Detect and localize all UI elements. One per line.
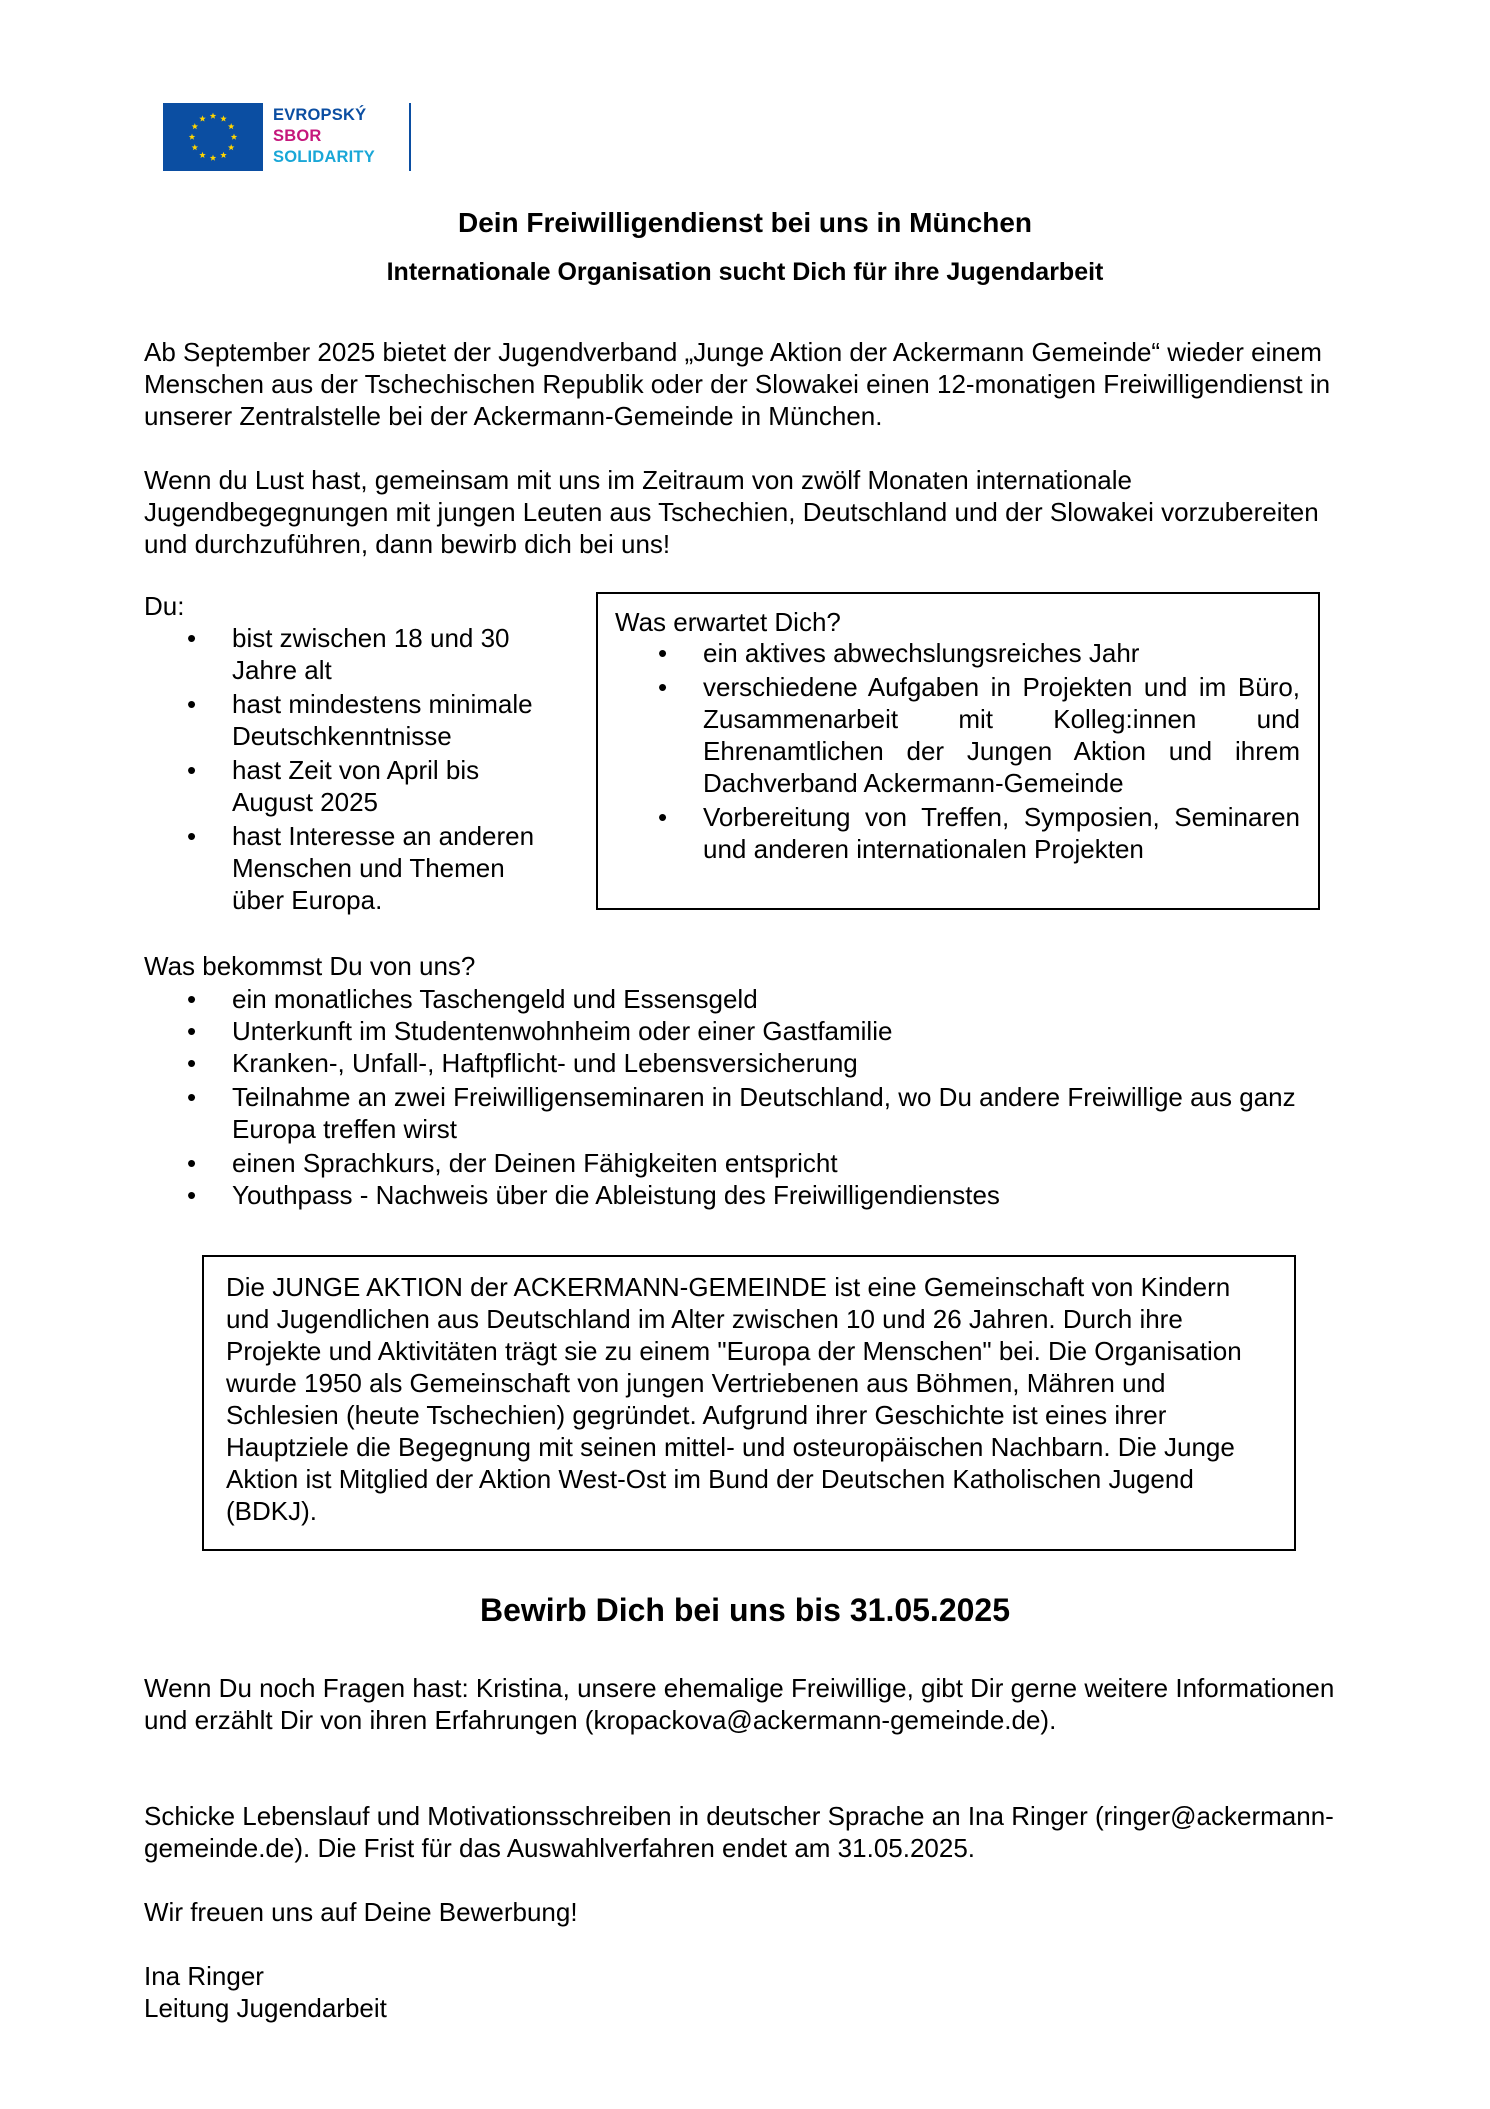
questions-paragraph: Wenn Du noch Fragen hast: Kristina, unsere ehemalige Freiwillige, gibt Dir gerne weitere Informationen und erzählt Dir von ihren Erfahrungen (kropackova@ackermann-gemeinde.de). [144,1673,1335,1735]
about-text: Die JUNGE AKTION der ACKERMANN-GEMEINDE ist eine Gemeinschaft von Kindern und Jugendlichen aus Deutschland im Alter zwischen 10 und 26 Jahren. Durch ihre Projekte und Aktivitäten trägt sie zu einem "Europa der Menschen" bei. Die Organisation wurde 1950 als Gemeinschaft von jungen Vertriebenen aus Böhmen, Mähren und Schlesien (heute Tschechien) gegründet. Aufgrund ihrer Geschichte ist eines ihrer Hauptziele die Begegnung mit seinen mittel- und osteuropäischen Nachbarn. Die Junge Aktion ist Mitglied der Aktion West-Ost im Bund der Deutschen Katholischen Jugend (BDKJ). [226,1272,1242,1526]
apply-deadline-heading: Bewirb Dich bei uns bis 31.05.2025 [480,1592,1010,1628]
intro-paragraph-2: Wenn du Lust hast, gemeinsam mit uns im Zeitraum von zwölf Monaten internationale Jugendbegegnungen mit jungen Leuten aus Tschechien, Deutschland und der Slowakei vorzubereiten und durchzuführen, dann bewirb dich bei uns! [144,465,1319,559]
application-paragraph: Schicke Lebenslauf und Motivationsschreiben in deutscher Sprache an Ina Ringer (ringer@ackermann-gemeinde.de). Die Frist für das Auswahlverfahren endet am 31.05.2025. [144,1801,1334,1863]
logo-line-1: EVROPSKÝ [273,106,367,124]
list-item: • ein monatliches Taschengeld und Essensgeld [144,983,1334,1015]
list-item: • ein aktives abwechslungsreiches Jahr [615,637,1300,669]
expectations-list [615,637,1300,865]
logo-wordmark [273,105,375,168]
benefits-list [144,983,1334,1211]
expectations-box [596,592,1320,910]
list-item: • verschiedene Aufgaben in Projekten und im Büro, Zusammenarbeit mit Kolleg:innen und Ehrenamtlichen der Jungen Aktion und ihrem Dachverband Ackermann-Gemeinde [615,671,1300,799]
closing-line: Wir freuen uns auf Deine Bewerbung! [144,1897,578,1927]
list-item: • Vorbereitung von Treffen, Symposien, Seminaren und anderen internationalen Projekten [615,801,1300,865]
page-subtitle: Internationale Organisation sucht Dich für ihre Jugendarbeit [386,258,1104,286]
signature-name: Ina Ringer [144,1961,264,1991]
list-item: • Kranken-, Unfall-, Haftpflicht- und Lebensversicherung [144,1047,1334,1079]
expectations-heading: Was erwartet Dich? [615,607,841,637]
list-item: • hast mindestens minimale Deutschkenntnisse [144,688,554,752]
list-item: • einen Sprachkurs, der Deinen Fähigkeiten entspricht [144,1147,1334,1179]
logo-line-2: SBOR [273,127,322,145]
benefits-section [144,950,1334,1211]
list-item: • Youthpass - Nachweis über die Ableistung des Freiwilligendienstes [144,1179,1334,1211]
signature-role: Leitung Jugendarbeit [144,1993,387,2023]
requirements-list [144,622,554,916]
eu-flag-icon [163,103,263,171]
benefits-heading: Was bekommst Du von uns? [144,951,476,981]
logo-divider [409,103,411,171]
signature [144,1960,1344,2024]
list-item: • hast Zeit von April bis August 2025 [144,754,554,818]
about-box [202,1255,1296,1551]
list-item: • Unterkunft im Studentenwohnheim oder einer Gastfamilie [144,1015,1334,1047]
list-item: • bist zwischen 18 und 30 Jahre alt [144,622,554,686]
list-item: • Teilnahme an zwei Freiwilligenseminaren in Deutschland, wo Du andere Freiwillige aus ganz Europa treffen wirst [144,1081,1334,1145]
logo-line-3: SOLIDARITY [273,148,375,166]
requirements-heading: Du: [144,591,185,621]
esc-logo [163,103,413,171]
page-title: Dein Freiwilligendienst bei uns in München [457,207,1033,238]
requirements-section [144,590,574,916]
intro-paragraph-1: Ab September 2025 bietet der Jugendverband „Junge Aktion der Ackermann Gemeinde“ wieder einem Menschen aus der Tschechischen Republik oder der Slowakei einen 12-monatigen Freiwilligendienst in unserer Zentralstelle bei der Ackermann-Gemeinde in München. [144,337,1331,431]
list-item: • hast Interesse an anderen Menschen und Themen über Europa. [144,820,554,916]
